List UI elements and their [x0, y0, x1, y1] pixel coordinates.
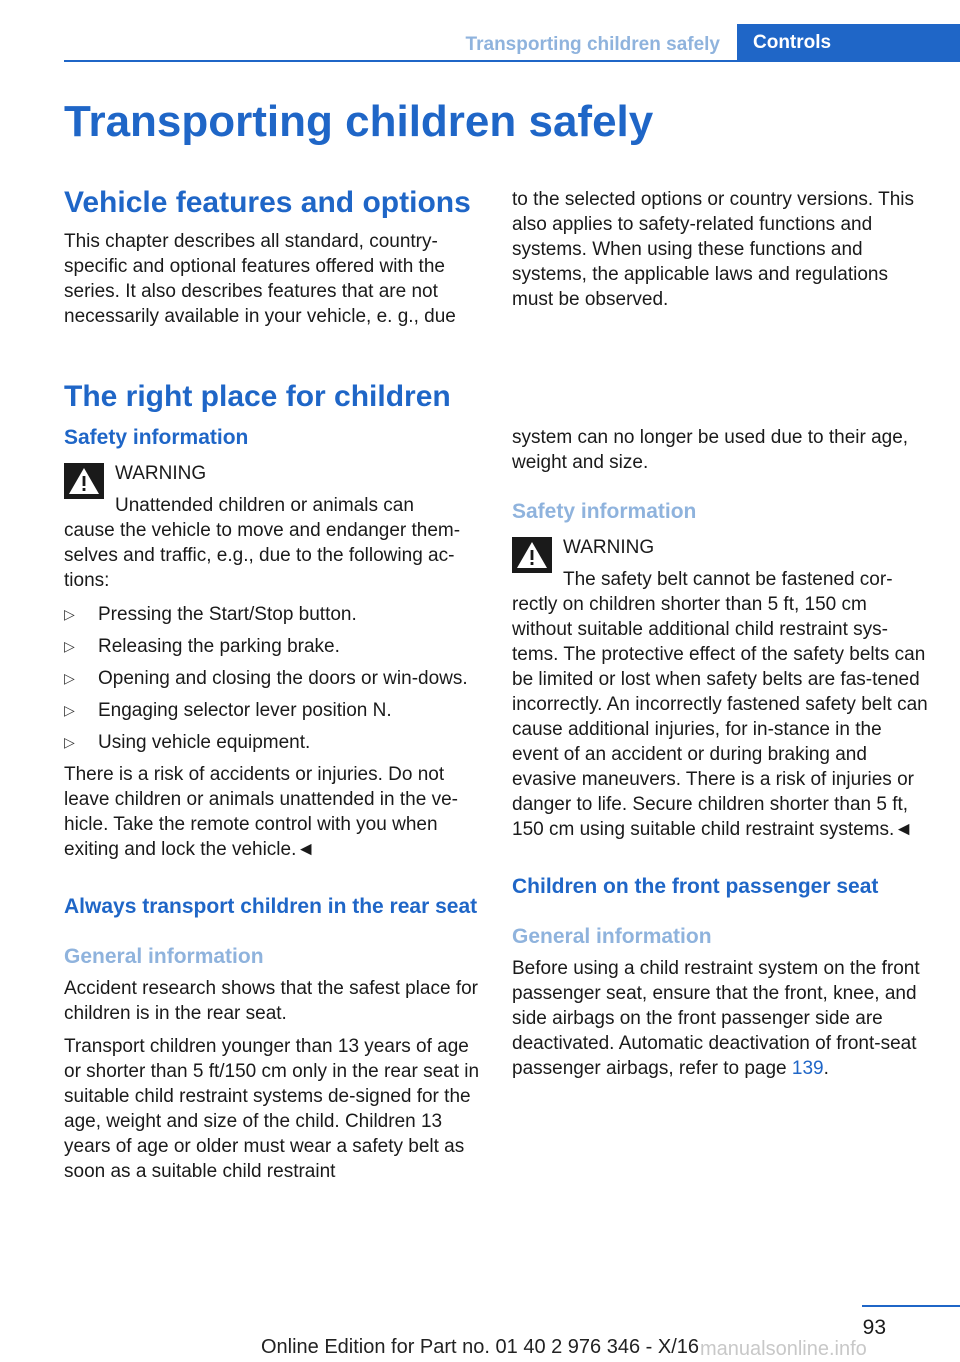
front-seat-heading: Children on the front passenger seat	[512, 875, 879, 898]
rear-seat-subheading: General information	[64, 945, 264, 968]
front-seat-period: .	[823, 1058, 829, 1079]
vehicle-features-para-left: This chapter describes all standard, country-specific and optional features offered with the series. It also describes features that are not necessarily available in your vehicle, e. g., due	[64, 231, 456, 327]
triangle-bullet-icon: ▷	[64, 702, 75, 718]
warning-rest-2: rectly on children shorter than 5 ft, 150 cm without suitable additional child restraint sys-tems. The protective effect of the safety belts can be limited or lost when safety belts are fas-tened incorrectly. An incorrectly fastened safety belt can cause additional injuries, for in-stance in the event of an accident or during braking and evasive maneuvers. There is a risk of injuries or danger to life. Secure children shorter than 5 ft, 150 cm using suitable child restraint systems.◄	[512, 594, 928, 840]
warning-block-2	[512, 535, 928, 567]
watermark: manualsonline.info	[700, 1338, 867, 1360]
front-seat-subheading: General information	[512, 925, 712, 948]
right-column	[512, 425, 928, 1081]
warning-rest-1: cause the vehicle to move and endanger them-selves and traffic, e.g., due to the following ac-tions:	[64, 520, 461, 591]
right-place-heading: The right place for children	[64, 380, 451, 413]
vehicle-features-heading: Vehicle features and options	[64, 186, 471, 219]
list-item	[64, 698, 480, 723]
rear-seat-para-1: Accident research shows that the safest place for children is in the rear seat.	[64, 978, 478, 1024]
list-item	[64, 730, 480, 755]
page-number: 93	[862, 1316, 886, 1339]
list-item-text: Engaging selector lever position N.	[98, 700, 392, 721]
vehicle-features-right	[512, 187, 928, 312]
warning-label-1: WARNING	[115, 463, 207, 484]
warning-first-line-2: The safety belt cannot be fastened cor-	[563, 569, 893, 590]
list-item	[64, 602, 480, 627]
left-column	[64, 425, 480, 1184]
list-item-text: Using vehicle equipment.	[98, 732, 311, 753]
warning-label-2: WARNING	[563, 537, 655, 558]
warning-triangle-icon	[512, 537, 552, 573]
warning-first-line-1: Unattended children or animals can	[115, 495, 414, 516]
warning-triangle-icon	[64, 463, 104, 499]
vehicle-features-left	[64, 186, 480, 329]
header-rule	[64, 60, 960, 62]
list-item-text: Releasing the parking brake.	[98, 636, 340, 657]
header-tab-controls[interactable]: Controls	[737, 24, 960, 62]
footer-rule	[862, 1305, 960, 1307]
front-seat-para-text: Before using a child restraint system on the front passenger seat, ensure that the front, knee, and side airbags on the front passenger side are deactivated. Automatic deactivation of front-seat passenger airbags, refer to page	[512, 958, 920, 1079]
page-title: Transporting children safely	[64, 97, 654, 146]
list-item-text: Pressing the Start/Stop button.	[98, 604, 357, 625]
action-list	[64, 602, 480, 755]
warning-block-1	[64, 461, 480, 493]
list-item	[64, 666, 480, 691]
front-seat-para	[512, 956, 928, 1081]
triangle-bullet-icon: ▷	[64, 638, 75, 654]
page-header	[0, 0, 960, 62]
triangle-bullet-icon: ▷	[64, 670, 75, 686]
triangle-bullet-icon: ▷	[64, 734, 75, 750]
rear-seat-para-2: Transport children younger than 13 years of age or shorter than 5 ft/150 cm only in the rear seat in suitable child restraint systems de-signed for the age, weight and size of the child. Children 13 years of age or older must wear a safety belt as soon as a suitable child restraint	[64, 1036, 480, 1182]
vehicle-features-para-right: to the selected options or country versions. This also applies to safety-related functions and systems. When using these functions and systems, the applicable laws and regulations must be observed.	[512, 189, 915, 310]
risk-paragraph: There is a risk of accidents or injuries. Do not leave children or animals unattended in the ve-hicle. Take the remote control with you when exiting and lock the vehicle.◄	[64, 764, 458, 860]
rear-seat-heading: Always transport children in the rear seat	[64, 895, 478, 918]
list-item	[64, 634, 480, 659]
safety-info-heading-1: Safety information	[64, 426, 249, 449]
rear-seat-para-2-cont: system can no longer be used due to their age, weight and size.	[512, 427, 909, 473]
footer-edition: Online Edition for Part no. 01 40 2 976 346 - X/16	[260, 1336, 700, 1358]
page-139-link[interactable]: 139	[791, 1058, 824, 1079]
header-section-title: Transporting children safely	[465, 34, 720, 55]
list-item-text: Opening and closing the doors or win-dows.	[98, 668, 468, 689]
triangle-bullet-icon: ▷	[64, 606, 75, 622]
safety-info-heading-2: Safety information	[512, 500, 697, 523]
